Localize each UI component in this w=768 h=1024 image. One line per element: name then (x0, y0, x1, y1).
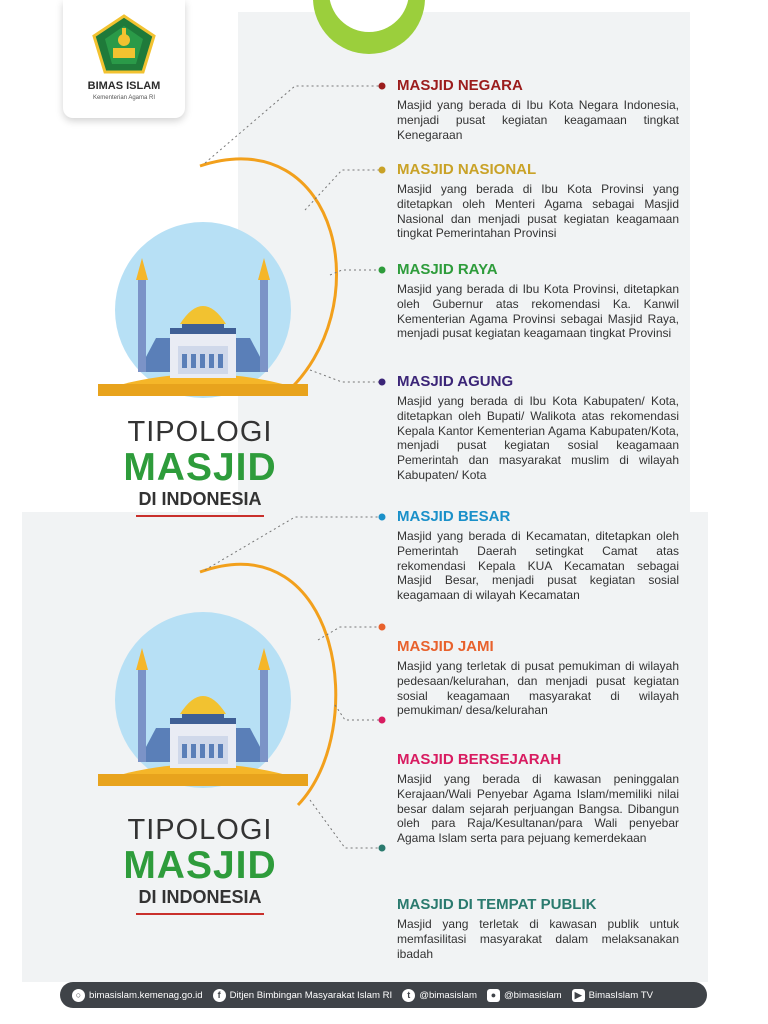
entry-description: Masjid yang berada di kawasan peninggalan Kerajaan/Wali Penyebar Agama Islam/memiliki nilai besar dalam sejarah perjuangan Bangsa. Dibangun oleh para Raja/Kesultanan/para Wali penyebar Agama Islam serta para pejuang kemerdekaan (397, 772, 679, 846)
entry-masjid-jami (397, 638, 679, 718)
entry-masjid-nasional (397, 161, 679, 241)
entry-description: Masjid yang terletak di kawasan publik untuk memfasilitasi masyarakat dalam melaksanakan ibadah (397, 917, 679, 961)
headline-bottom-line1: TIPOLOGI (127, 814, 273, 846)
entry-description: Masjid yang terletak di pusat pemukiman di wilayah pedesaan/kelurahan, dan menjadi pusat kegiatan sosial keagamaan masyarakat di wilayah pemukiman/ desa/kelurahan (397, 659, 679, 718)
entry-description: Masjid yang berada di Ibu Kota Kabupaten/ Kota, ditetapkan oleh Bupati/ Walikota atas rekomendasi Kepala Kantor Kementerian Agama Kabupaten/Kota, menjadi pusat kegiatan sosial keagamaan Pemerintah dan masyarakat muslim di wilayah Kabupaten/ Kota (397, 394, 679, 482)
entry-description: Masjid yang berada di Ibu Kota Provinsi, ditetapkan oleh Gubernur atas rekomendasi Ka. Kanwil Kementerian Agama Provinsi sebagai Masjid Raya, menjadi pusat kegiatan keagamaan tingkat Provinsi (397, 282, 679, 341)
logo-subtitle: Kementerian Agama RI (92, 95, 156, 101)
bullet-publik (379, 845, 386, 852)
headline-top-line3: DI INDONESIA (138, 489, 262, 509)
entry-description: Masjid yang berada di Kecamatan, ditetapkan oleh Pemerintah Daerah setingkat Camat atas rekomendasi Kepala KUA Kecamatan sebagai Masjid Besar, menjadi pusat kegiatan sosial keagamaan di wilayah Kecamatan (397, 529, 679, 603)
entry-title: MASJID DI TEMPAT PUBLIK (397, 896, 597, 913)
connector-agung (310, 370, 380, 382)
entry-masjid-raya (397, 261, 679, 341)
bullet-jami (379, 624, 386, 631)
headline-bottom-line2: MASJID (123, 844, 277, 887)
bullet-agung (379, 379, 386, 386)
instagram-icon: ● (487, 989, 500, 1002)
entry-title: MASJID RAYA (397, 261, 498, 278)
footer-facebook-text: Ditjen Bimbingan Masyarakat Islam RI (229, 989, 393, 1001)
entry-title: MASJID AGUNG (397, 373, 514, 390)
connector-publik (310, 800, 380, 848)
bullet-besar (379, 514, 386, 521)
footer-website-text: bimasislam.kemenag.go.id (89, 989, 203, 1001)
bullet-nasional (379, 167, 386, 174)
entry-masjid-besar (397, 508, 679, 603)
headline-top (110, 416, 290, 517)
entry-title: MASJID NEGARA (397, 77, 523, 94)
entry-masjid-bersejarah (397, 751, 679, 846)
headline-top-line2: MASJID (123, 446, 277, 489)
entry-title: MASJID NASIONAL (397, 161, 537, 178)
entry-masjid-negara (397, 77, 679, 142)
footer-twitter-text: @bimasislam (419, 989, 477, 1001)
mosque-illustration-bottom (98, 612, 308, 792)
facebook-icon: f (213, 989, 226, 1002)
twitter-icon: t (402, 989, 415, 1002)
footer-twitter[interactable] (402, 989, 477, 1002)
footer-youtube-text: BimasIslam TV (588, 989, 653, 1001)
entry-masjid-agung (397, 373, 679, 483)
headline-bottom (110, 814, 290, 915)
footer-youtube[interactable] (572, 989, 653, 1002)
footer-instagram[interactable] (487, 989, 562, 1002)
entry-title: MASJID BESAR (397, 508, 511, 525)
logo-title: BIMAS ISLAM (87, 80, 161, 92)
entry-masjid-di-tempat-publik (397, 896, 679, 961)
connector-nasional (305, 170, 380, 210)
headline-top-line1: TIPOLOGI (127, 416, 273, 448)
entry-description: Masjid yang berada di Ibu Kota Negara Indonesia, menjadi pusat kegiatan keagamaan tingkat Kenegaraan (397, 98, 679, 142)
bullet-negara (379, 83, 386, 90)
entry-title: MASJID JAMI (397, 638, 494, 655)
headline-bottom-line3: DI INDONESIA (138, 887, 262, 907)
connector-besar (205, 517, 380, 570)
globe-icon: ○ (72, 989, 85, 1002)
mosque-illustration-top (98, 222, 308, 402)
entry-description: Masjid yang berada di Ibu Kota Provinsi yang ditetapkan oleh Menteri Agama sebagai Masjid Nasional dan menjadi pusat kegiatan keagamaan tingkat Pemerintahan Provinsi (397, 182, 679, 241)
entry-title: MASJID BERSEJARAH (397, 751, 562, 768)
social-footer (60, 982, 707, 1008)
footer-website[interactable] (72, 989, 203, 1002)
headline-bottom-underline (136, 913, 264, 915)
headline-top-underline (136, 515, 264, 517)
connector-bersejarah (335, 705, 380, 720)
footer-instagram-text: @bimasislam (503, 989, 562, 1001)
youtube-icon: ▶ (572, 989, 585, 1002)
bullet-raya (379, 267, 386, 274)
bullet-bersejarah (379, 717, 386, 724)
footer-facebook[interactable] (213, 989, 393, 1002)
connector-negara (205, 86, 380, 163)
